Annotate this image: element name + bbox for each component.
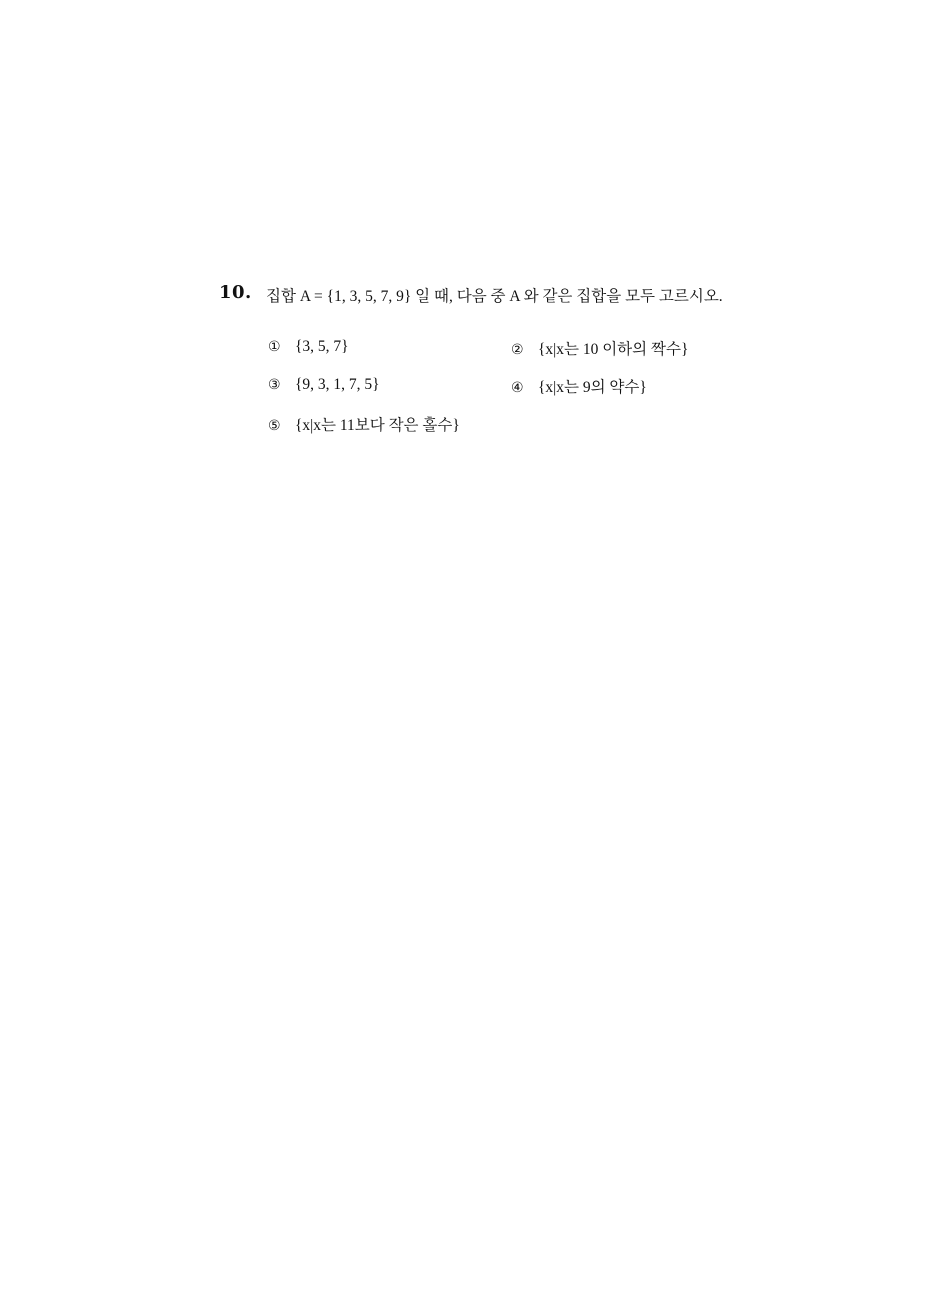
choice-2[interactable] bbox=[511, 337, 688, 359]
choice-marker: ④ bbox=[511, 380, 524, 396]
choice-marker: ③ bbox=[268, 377, 281, 393]
question-stem: 집합 A = {1, 3, 5, 7, 9} 일 때, 다음 중 A 와 같은 집합을 모두 고르시오. bbox=[266, 288, 723, 305]
choice-marker: ⑤ bbox=[268, 418, 281, 434]
choice-text: {x|x는 10 이하의 짝수} bbox=[537, 341, 689, 358]
choice-3[interactable] bbox=[268, 375, 380, 394]
choice-4[interactable] bbox=[511, 375, 647, 397]
choice-text: {x|x는 11보다 작은 홀수} bbox=[294, 417, 460, 434]
choice-text: {x|x는 9의 약수} bbox=[537, 379, 647, 396]
choice-5[interactable] bbox=[268, 413, 460, 435]
choice-marker: ② bbox=[511, 342, 524, 358]
choice-text: {3, 5, 7} bbox=[294, 338, 349, 355]
choice-1[interactable] bbox=[268, 337, 349, 356]
choice-text: {9, 3, 1, 7, 5} bbox=[294, 376, 380, 393]
question-number: 10. bbox=[219, 282, 252, 303]
choice-marker: ① bbox=[268, 339, 281, 355]
